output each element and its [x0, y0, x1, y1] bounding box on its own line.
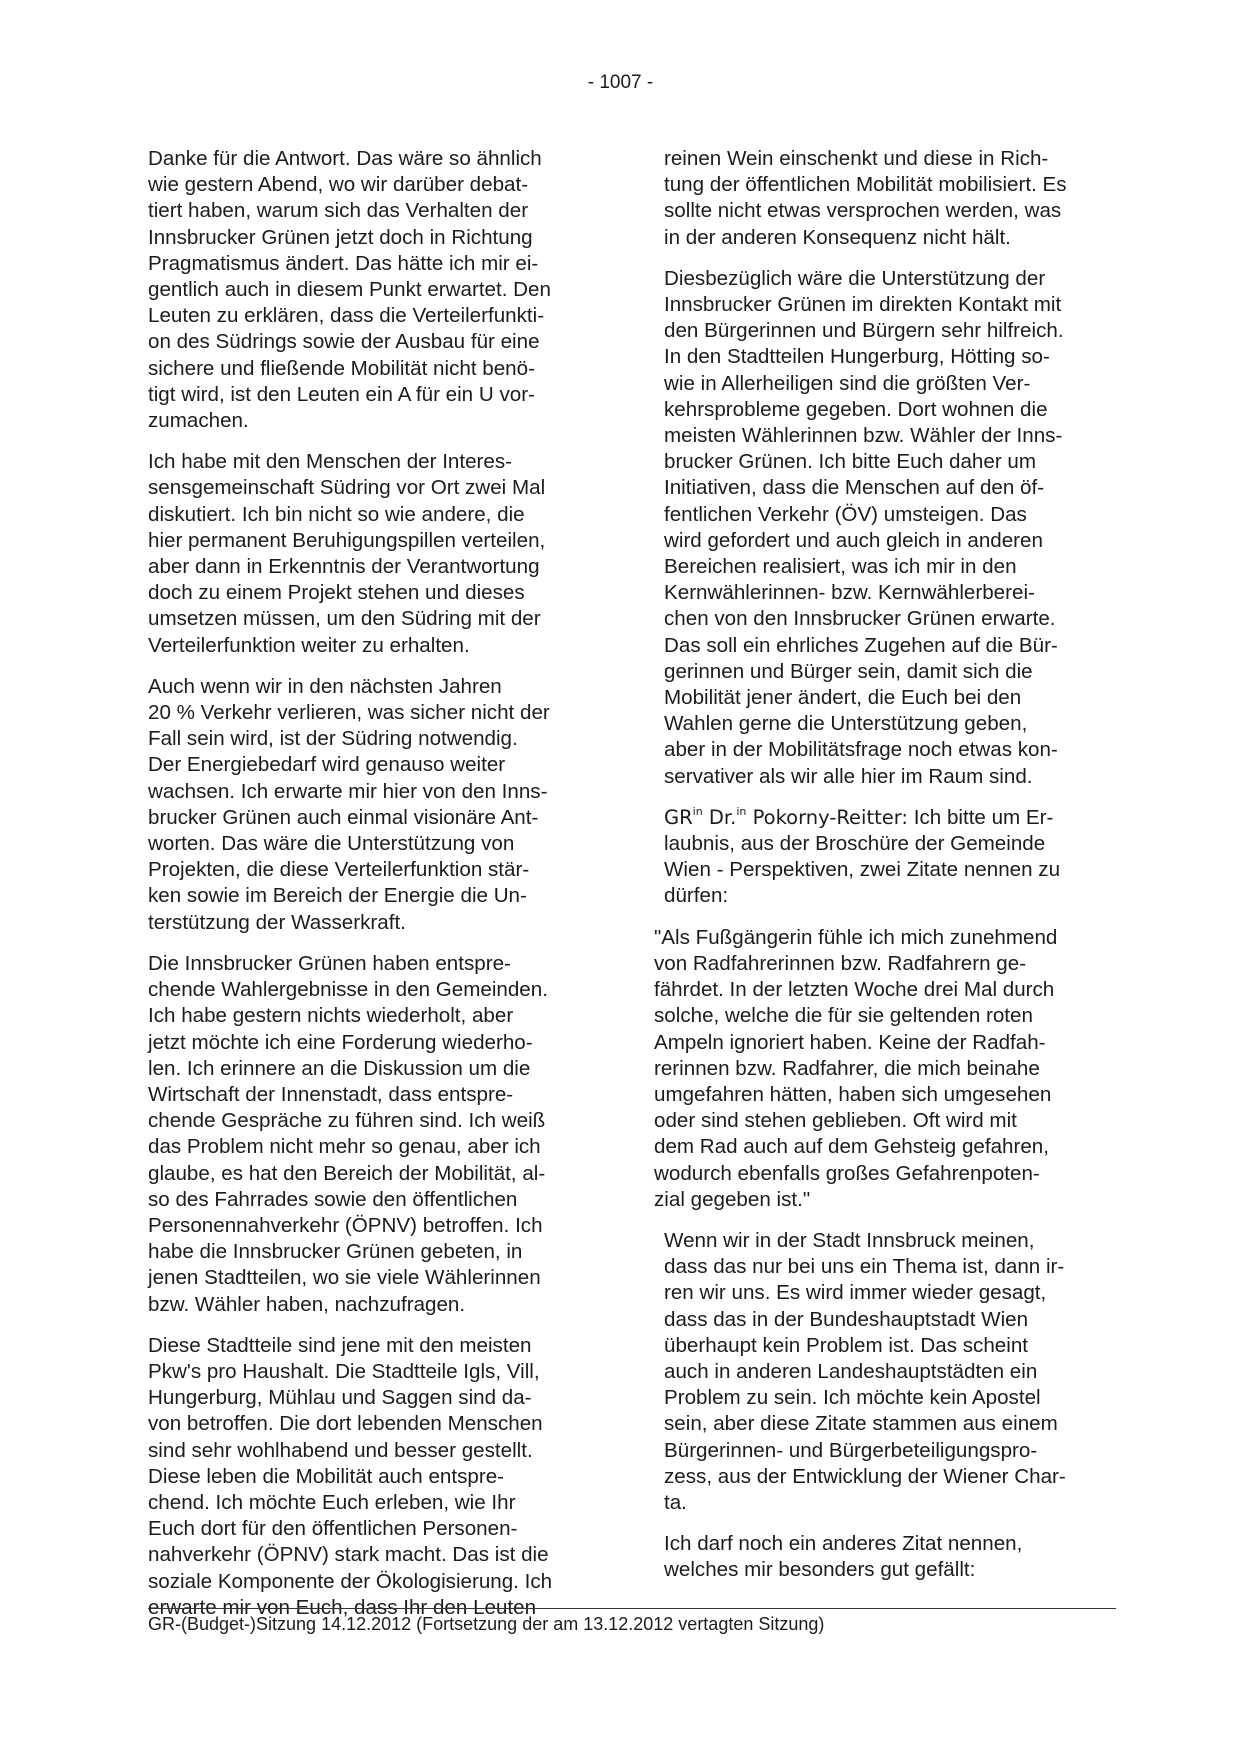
quote: "Als Fußgängerin fühle ich mich zunehmend von Radfahrerinnen bzw. Radfahrern ge- fährdet. In der letzten Woche drei Mal durch solche, welche die für sie geltenden roten Ampeln ignoriert haben. Keine der Radfah- rerinnen bzw. Radfahrer, die mich beinahe umgefahren hätten, haben sich umgesehen oder sind stehen geblieben. Oft wird mit dem Rad auch auf dem Gehsteig gefahren, wodurch ebenfalls großes Gefahrenpoten- zial gegeben ist."	[654, 925, 1058, 1211]
paragraph: Ich habe mit den Menschen der Interes- sensgemeinschaft Südring vor Ort zwei Mal diskutiert. Ich bin nicht so wie andere, die hier permanent Beruhigungspillen verteilen, aber dann in Erkenntnis der Verantwortung doch zu einem Projekt stehen und dieses umsetzen müssen, um den Südring mit der Verteilerfunktion weiter zu erhalten.	[148, 450, 546, 657]
left-column	[148, 146, 598, 1636]
speaker-text: Ich bitte um Er- laubnis, aus der Broschüre der Gemeinde Wien - Perspektiven, zwei Zitate nennen zu dürfen:	[664, 805, 1061, 908]
speaker-name: $GR^{in}$ Dr.$^{in}$ Pokorny-Reitter:	[664, 804, 909, 829]
footer: GR-(Budget-)Sitzung 14.12.2012 (Fortsetzung der am 13.12.2012 vertagten Sitzung)	[148, 1614, 825, 1634]
paragraph: Diese Stadtteile sind jene mit den meisten Pkw's pro Haushalt. Die Stadtteile Igls, Vill, Hungerburg, Mühlau und Saggen sind da- von betroffen. Die dort lebenden Menschen sind sehr wohlhabend und besser gestellt. Diese leben die Mobilität auch entspre- chend. Ich möchte Euch erleben, wie Ihr Euch dort für den öffentlichen Personen- nahverkehr (ÖPNV) stark macht. Das ist die soziale Komponente der Ökologisierung. Ich erwarte mir von Euch, dass Ihr den Leuten	[148, 1333, 553, 1619]
paragraph: Ich darf noch ein anderes Zitat nennen, welches mir besonders gut gefällt:	[664, 1532, 1023, 1582]
speaker-paragraph	[664, 805, 1130, 910]
paragraph: Diesbezüglich wäre die Unterstützung der Innsbrucker Grünen im direkten Kontakt mit den Bürgerinnen und Bürgern sehr hilfreich. In den Stadtteilen Hungerburg, Hötting so- wie in Allerheiligen sind die größten Ver- kehrsprobleme gegeben. Dort wohnen die meisten Wählerinnen bzw. Wähler der Inns- brucker Grünen. Ich bitte Euch daher um Initiativen, dass die Menschen auf den öf- fentlichen Verkehr (ÖV) umsteigen. Das wird gefordert und auch gleich in anderen Bereichen realisiert, was ich mir in den Kernwählerinnen- bzw. Kernwählerberei- chen von den Innsbrucker Grünen erwarte. Das soll ein ehrliches Zugehen auf die Bür- gerinnen und Bürger sein, damit sich die Mobilität jener ändert, die Euch bei den Wahlen gerne die Unterstützung geben, aber in der Mobilitätsfrage noch etwas kon- servativer als wir alle hier im Raum sind.	[664, 266, 1064, 788]
right-column	[654, 146, 1130, 1599]
paragraph: Auch wenn wir in den nächsten Jahren 20 % Verkehr verlieren, was sicher nicht der Fall sein wird, ist der Südring notwendig. Der Energiebedarf wird genauso weiter wachsen. Ich erwarte mir hier von den Inns- brucker Grünen auch einmal visionäre Ant- worten. Das wäre die Unterstützung von Projekten, die diese Verteilerfunktion stär- ken sowie im Bereich der Energie die Un- terstützung der Wasserkraft.	[148, 674, 550, 934]
paragraph: reinen Wein einschenkt und diese in Rich- tung der öffentlichen Mobilität mobilisiert. Es sollte nicht etwas versprochen werden, was in der anderen Konsequenz nicht hält.	[664, 147, 1067, 249]
footer-divider	[148, 1608, 1116, 1609]
paragraph: Wenn wir in der Stadt Innsbruck meinen, dass das nur bei uns ein Thema ist, dann ir- ren wir uns. Es wird immer wieder gesagt, dass das in der Bundeshauptstadt Wien überhaupt kein Problem ist. Das scheint auch in anderen Landeshauptstädten ein Problem zu sein. Ich möchte kein Apostel sein, aber diese Zitate stammen aus einem Bürgerinnen- und Bürgerbeteiligungspro- zess, aus der Entwicklung der Wiener Char- ta.	[664, 1228, 1066, 1514]
paragraph: Danke für die Antwort. Das wäre so ähnlich wie gestern Abend, wo wir darüber debat- tiert haben, warum sich das Verhalten der Innsbrucker Grünen jetzt doch in Richtung Pragmatismus ändert. Das hätte ich mir ei- gentlich auch in diesem Punkt erwartet. Den Leuten zu erklären, dass die Verteilerfunkti- on des Südrings sowie der Ausbau für eine sichere und fließende Mobilität nicht benö- tigt wird, ist den Leuten ein A für ein U vor- zumachen.	[148, 147, 551, 433]
paragraph: Die Innsbrucker Grünen haben entspre- chende Wahlergebnisse in den Gemeinden. Ich habe gestern nichts wiederholt, aber jetzt möchte ich eine Forderung wiederho- len. Ich erinnere an die Diskussion um die Wirtschaft der Innenstadt, dass entspre- chende Gespräche zu führen sind. Ich weiß das Problem nicht mehr so genau, aber ich glaube, es hat den Bereich der Mobilität, al- so des Fahrrades sowie den öffentlichen Personennahverkehr (ÖPNV) betroffen. Ich habe die Innsbrucker Grünen gebeten, in jenen Stadtteilen, wo sie viele Wählerinnen bzw. Wähler haben, nachzufragen.	[148, 951, 548, 1316]
page-number: - 1007 -	[587, 72, 654, 93]
